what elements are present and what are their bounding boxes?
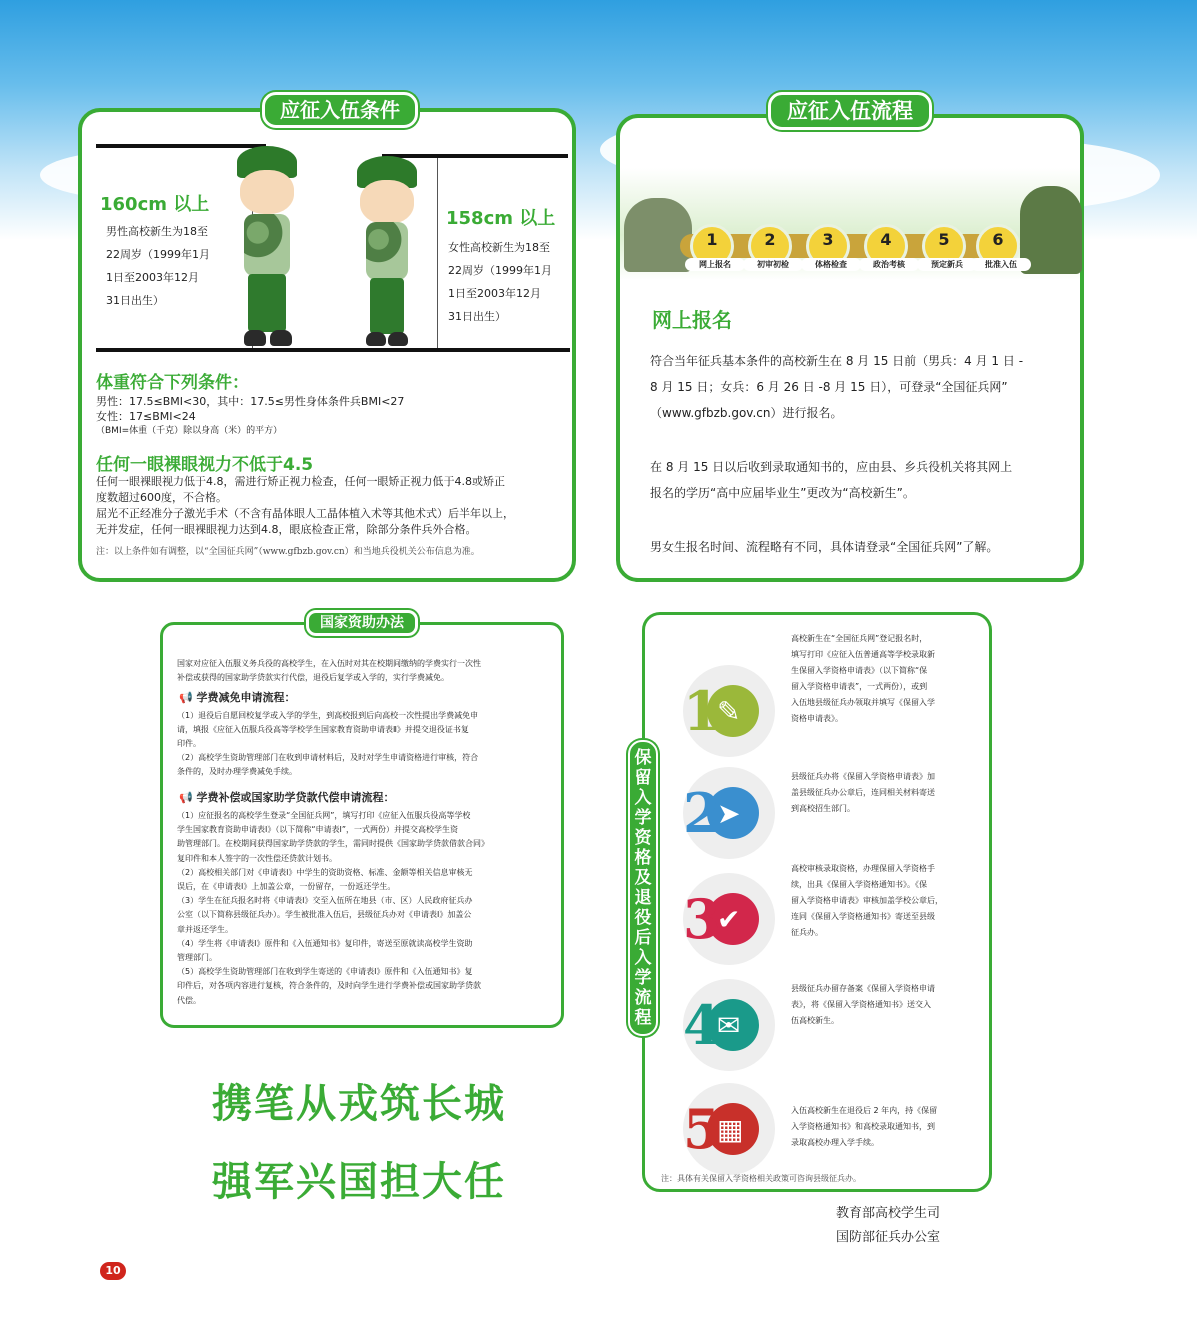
reserve-step-5-text: [791, 1103, 937, 1151]
reserve-text-line: 表》，将《保留入学资格通知书》送交入: [791, 1000, 931, 1009]
aid-h2: [179, 789, 395, 805]
vision-line: 任何一眼裸眼视力低于4.8，需进行矫正视力检查，任何一眼矫正视力低于4.8或矫正: [96, 475, 505, 488]
megaphone-icon: 📢: [179, 791, 193, 804]
aid-h2-line: 误后，在《申请表Ⅰ》上加盖公章，一份留存，一份返还学生。: [177, 882, 396, 892]
male-desc-line: 22周岁（1999年1月: [106, 248, 210, 261]
reserve-text-line: 高校审核录取资格，办理保留入学资格手: [791, 864, 935, 873]
paper-plane-icon: ➤: [717, 797, 741, 830]
reserve-step-4-text: [791, 981, 935, 1029]
reserve-text-line: 入学资格通知书》和高校录取通知书，到: [791, 1122, 935, 1131]
aid-h1-line: （1）退役后自愿回校复学或入学的学生，到高校报到后向高校一次性提出学费减免申: [177, 711, 479, 720]
height-ruler-female: [437, 158, 438, 348]
reserve-step-number: 3: [683, 887, 721, 951]
reserve-step-number: 2: [683, 781, 721, 845]
step-label: 政治考核: [859, 258, 919, 271]
aid-h2-line: （5）高校学生资助管理部门在收到学生寄送的《申请表Ⅰ》原件和《入伍通知书》复: [177, 967, 473, 977]
reserve-text-line: 入伍高校新生在退役后 2 年内，持《保留: [791, 1106, 938, 1115]
female-desc-line: 31日出生）: [448, 310, 506, 323]
soldier-left-icon: [624, 198, 692, 272]
aid-intro-line: 国家对应征入伍服义务兵役的高校学生，在入伍时对其在校期间缴纳的学费实行一次性: [177, 659, 481, 668]
process-p3: 男女生报名时间、流程略有不同，具体请登录“全国征兵网”了解。: [650, 540, 999, 554]
step-2[interactable]: [748, 224, 792, 268]
reserve-text-line: 高校新生在“全国征兵网”登记报名时，: [791, 634, 928, 643]
reserve-step-1-text: [791, 631, 935, 727]
weight-line: 男性：17.5≤BMI<30，其中：17.5≤男性身体条件兵BMI<27: [96, 395, 405, 408]
reserve-text-line: 伍高校新生。: [791, 1016, 839, 1025]
reserve-text-line: 盖县级征兵办公章后，连同相关材料寄送: [791, 788, 935, 797]
slogan-line-1: 携笔从戎筑长城: [212, 1080, 506, 1127]
reserve-step-3-ring: [683, 873, 775, 965]
reserve-note: 注：具体有关保留入学资格相关政策可咨询县级征兵办。: [661, 1174, 861, 1183]
aid-h2-line: （4）学生将《申请表Ⅰ》原件和《入伍通知书》复印件，寄送至原就读高校学生资助: [177, 938, 473, 948]
female-height: 158cm 以上: [446, 208, 556, 229]
step-number: 4: [880, 230, 892, 249]
reserve-text-line: 入伍地县级征兵办领取并填写《保留入学: [791, 698, 935, 707]
step-number: 6: [992, 230, 1004, 249]
step-label: 网上报名: [685, 258, 745, 271]
aid-h1-line: 印件。: [177, 739, 201, 748]
conditions-panel: [78, 108, 576, 582]
reserve-step-number: 1: [683, 679, 721, 743]
vision-line: 度数超过600度，不合格。: [96, 491, 227, 504]
document-check-icon: ✔: [717, 903, 741, 936]
org-2: 国防部征兵办公室: [836, 1230, 941, 1245]
process-p2-line: 报名的学历“高中应届毕业生”更改为“高校新生”。: [650, 486, 915, 500]
aid-h2-line: 助管理部门。在校期间获得国家助学贷款的学生，需同时提供《国家助学贷款借款合同》: [177, 839, 489, 849]
step-number: 3: [822, 230, 834, 249]
aid-h2-line: （3）学生在征兵报名时将《申请表Ⅰ》交至入伍所在地县（市、区）人民政府征兵办: [177, 896, 473, 906]
step-label: 批准入伍: [971, 258, 1031, 271]
reserve-step-1-ring: [683, 665, 775, 757]
aid-h1: [179, 689, 296, 705]
process-title: 应征入伍流程: [768, 92, 932, 130]
vision-lines: [96, 474, 566, 538]
aid-h1-line: 条件的，及时办理学费减免手续。: [177, 767, 297, 776]
step-6[interactable]: [976, 224, 1020, 268]
step-label: 预定新兵: [917, 258, 977, 271]
conditions-title: 应征入伍条件: [262, 92, 418, 128]
reserve-text-line: 录取高校办理入学手续。: [791, 1138, 879, 1147]
reserve-text-line: 征兵办。: [791, 928, 823, 937]
weight-title: 体重符合下列条件：: [96, 373, 249, 393]
aid-h1-text: 学费减免申请流程：: [196, 691, 296, 704]
step-1[interactable]: [690, 224, 734, 268]
reserve-panel: [642, 612, 992, 1192]
aid-h1-line: 请，填报《应征入伍服兵役高等学校学生国家教育资助申请表Ⅱ》并提交退役证书复: [177, 725, 469, 734]
female-desc-line: 1日至2003年12月: [448, 287, 541, 300]
process-panel: [616, 114, 1084, 582]
step-label: 体格检查: [801, 258, 861, 271]
aid-h2-line: （1）应征报名的高校学生登录“全国征兵网”，填写打印《应征入伍服兵役高等学校: [177, 811, 471, 820]
reserve-text-line: 生保留入学资格申请表》（以下简称“保: [791, 666, 928, 675]
conditions-note: 注：以上条件如有调整，以“全国征兵网”（www.gfbzb.gov.cn）和当地兵役机关公布信息为准。: [96, 547, 480, 557]
reserve-text-line: 连同《保留入学资格通知书》寄送至县级: [791, 912, 935, 921]
reserve-step-number: 4: [683, 993, 721, 1057]
male-height: 160cm 以上: [100, 194, 210, 215]
process-p2-line: 在 8 月 15 日以后收到录取通知书的，应由县、乡兵役机关将其网上: [650, 460, 1013, 474]
female-desc-line: 22周岁（1999年1月: [448, 264, 552, 277]
reserve-text-line: 资格申请表》。: [791, 714, 843, 723]
process-p1: [650, 348, 1023, 426]
step-4[interactable]: [864, 224, 908, 268]
step-number: 5: [938, 230, 950, 249]
vision-title: 任何一眼裸眼视力不低于4.5: [96, 455, 314, 475]
aid-h2-text: 学费补偿或国家助学贷款代偿申请流程：: [196, 791, 395, 804]
weight-line: （BMI=体重（千克）除以身高（米）的平方）: [96, 426, 283, 436]
org-1: 教育部高校学生司: [836, 1206, 941, 1221]
reserve-text-line: 县级征兵办留存备案《保留入学资格申请: [791, 984, 935, 993]
reserve-text-line: 县级征兵办将《保留入学资格申请表》加: [791, 772, 935, 781]
process-p1-line: 8 月 15 日；女兵：6 月 26 日 -8 月 15 日），可登录“全国征兵网”: [650, 380, 1008, 394]
male-desc-line: 男性高校新生为18至: [106, 225, 208, 238]
building-icon: ▦: [717, 1113, 744, 1146]
aid-title: 国家资助办法: [306, 610, 418, 636]
aid-h2-items: [177, 809, 489, 1008]
aid-h2-line: 代偿。: [177, 995, 201, 1005]
male-desc-line: 1日至2003年12月: [106, 271, 199, 284]
height-line-bottom: [96, 348, 570, 352]
reserve-title-text: 保留入学资格及退役后入学流程: [634, 748, 652, 1028]
reserve-text-line: 留入学资格申请表”，一式两份），或到: [791, 682, 928, 691]
weight-line: 女性：17≤BMI<24: [96, 410, 196, 423]
step-label: 初审初检: [743, 258, 803, 271]
slogan-line-2: 强军兴国担大任: [212, 1158, 506, 1205]
aid-panel: [160, 622, 564, 1028]
step-number: 2: [764, 230, 776, 249]
aid-h2-line: 章并返还学生。: [177, 924, 233, 934]
male-desc: [106, 220, 210, 312]
reserve-step-2-ring: [683, 767, 775, 859]
aid-intro-line: 补偿或获得的国家助学贷款实行代偿，退役后复学或入学的，实行学费减免。: [177, 673, 449, 682]
page-number: 10: [100, 1262, 126, 1280]
step-5[interactable]: [922, 224, 966, 268]
reserve-text-line: 填写打印《应征入伍普通高等学校录取新: [791, 650, 935, 659]
aid-h1-line: （2）高校学生资助管理部门在收到申请材料后，及时对学生申请资格进行审核，符合: [177, 753, 479, 762]
megaphone-icon: 📢: [179, 691, 193, 704]
female-desc: [448, 236, 552, 328]
step-number: 1: [706, 230, 718, 249]
aid-h1-items: [177, 709, 478, 779]
aid-h2-line: 学生国家教育资助申请表Ⅰ》（以下简称“申请表Ⅰ”，一式两份）并提交高校学生资: [177, 825, 459, 835]
reserve-text-line: 续，出具《保留入学资格通知书》。《保: [791, 880, 927, 889]
male-soldier-figure: [232, 142, 302, 352]
female-desc-line: 女性高校新生为18至: [448, 241, 550, 254]
vision-line: 无并发症，任何一眼裸眼视力达到4.8，眼底检查正常，除部分条件兵外合格。: [96, 523, 477, 536]
aid-h2-line: 印件后，对各项内容进行复核，符合条件的，及时向学生进行学费补偿或国家助学贷款: [177, 981, 481, 991]
aid-h2-line: 复印件和本人签字的一次性偿还贷款计划书。: [177, 853, 337, 863]
online-registration-title: 网上报名: [652, 308, 732, 332]
reserve-step-5-ring: [683, 1083, 775, 1175]
weight-lines: [96, 394, 404, 439]
aid-h2-line: （2）高校相关部门对《申请表Ⅰ》中学生的资助资格、标准、金额等相关信息审核无: [177, 867, 473, 877]
reserve-step-3-text: [791, 861, 943, 941]
reserve-text-line: 到高校招生部门。: [791, 804, 855, 813]
process-p1-line: （www.gfbzb.gov.cn）进行报名。: [650, 406, 843, 420]
process-p1-line: 符合当年征兵基本条件的高校新生在 8 月 15 日前（男兵：4 月 1 日 -: [650, 354, 1024, 368]
reserve-step-number: 5: [683, 1097, 721, 1161]
aid-h2-line: 公室（以下简称县级征兵办）。学生被批准入伍后，县级征兵办对《申请表Ⅰ》加盖公: [177, 910, 472, 920]
step-3[interactable]: [806, 224, 850, 268]
reserve-step-4-ring: [683, 979, 775, 1071]
envelope-icon: ✉: [717, 1009, 741, 1042]
aid-h2-line: 管理部门。: [177, 953, 217, 963]
aid-intro: [177, 657, 481, 685]
reserve-title: [628, 740, 658, 1036]
vision-line: 屈光不正经准分子激光手术（不含有晶体眼人工晶体植入术等其他术式）后半年以上，: [96, 507, 514, 520]
form-edit-icon: ✎: [717, 695, 741, 728]
process-p2: [650, 454, 1012, 506]
reserve-text-line: 留入学资格申请表》审核加盖学校公章后，: [791, 896, 943, 905]
female-soldier-figure: [352, 152, 422, 352]
male-desc-line: 31日出生）: [106, 294, 164, 307]
reserve-step-2-text: [791, 769, 935, 817]
